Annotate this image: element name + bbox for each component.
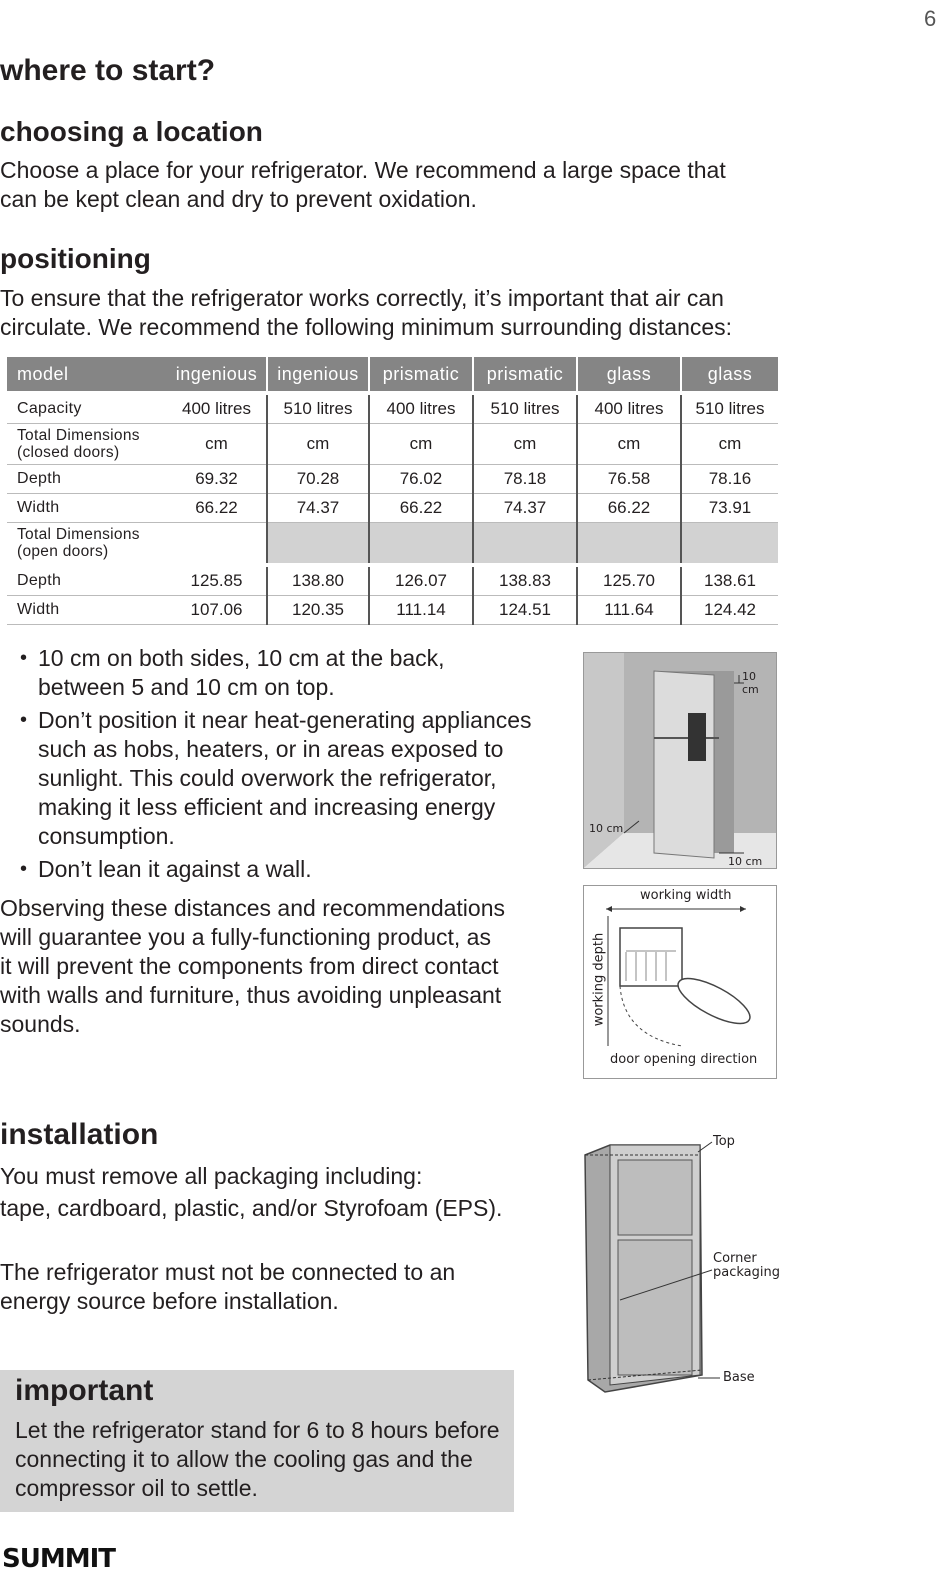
text-line: energy source before installation.: [0, 1288, 339, 1314]
table-cell: 120.35: [267, 596, 369, 625]
header-cell: model: [7, 357, 167, 393]
table-row: [7, 596, 778, 625]
table-cell: 400 litres: [167, 393, 267, 424]
back-clearance-label: 10 cm: [728, 855, 763, 868]
table-cell: [167, 523, 267, 566]
side-clearance-label: 10 cm: [589, 822, 624, 835]
table-cell: 78.18: [473, 465, 577, 494]
table-cell: [577, 523, 681, 566]
brand-logo: SUMMIT: [2, 1544, 115, 1574]
row-label: Width: [7, 494, 167, 523]
table-cell: cm: [267, 424, 369, 465]
door-opening-label: door opening direction: [610, 1052, 758, 1067]
text-line: tape, cardboard, plastic, and/or Styrofoam (EPS).: [0, 1195, 503, 1221]
table-cell: cm: [167, 424, 267, 465]
important-box: [0, 1370, 514, 1512]
bullet-line: Don’t position it near heat-generating appliances: [38, 707, 532, 733]
table-cell: 69.32: [167, 465, 267, 494]
installation-heading: installation: [0, 1118, 159, 1151]
row-label: [7, 424, 167, 465]
text-line: circulate. We recommend the following minimum surrounding distances:: [0, 314, 733, 340]
text-line: Choose a place for your refrigerator. We recommend a large space that: [0, 157, 726, 183]
important-heading: important: [15, 1374, 154, 1407]
header-cell: glass: [681, 357, 778, 393]
table-cell: 125.85: [167, 565, 267, 596]
table-cell: [681, 523, 778, 566]
corner-label-line: packaging: [713, 1265, 780, 1280]
text-line: will guarantee you a fully-functioning product, as: [0, 924, 491, 950]
row-label: Depth: [7, 465, 167, 494]
table-cell: 124.51: [473, 596, 577, 625]
bullet-line: such as hobs, heaters, or in areas exposed to: [38, 736, 504, 762]
row-label: [7, 523, 167, 566]
positioning-heading: positioning: [0, 243, 151, 274]
text-line: can be kept clean and dry to prevent oxidation.: [0, 186, 477, 212]
table-cell: 510 litres: [473, 393, 577, 424]
working-area-figure: [583, 885, 777, 1079]
table-cell: 66.22: [577, 494, 681, 523]
installation-text-2: [0, 1258, 560, 1316]
packaging-figure: [580, 1130, 790, 1400]
text-line: connecting it to allow the cooling gas and the: [15, 1446, 473, 1472]
text-line: The refrigerator must not be connected to an: [0, 1259, 456, 1285]
table-cell: 74.37: [473, 494, 577, 523]
table-cell: 111.64: [577, 596, 681, 625]
text-line: Let the refrigerator stand for 6 to 8 hours before: [15, 1417, 500, 1443]
list-item: [20, 644, 560, 702]
row-label-line: Total Dimensions: [17, 427, 140, 444]
table-cell: 78.16: [681, 465, 778, 494]
table-cell: cm: [577, 424, 681, 465]
table-cell: 66.22: [369, 494, 473, 523]
table-cell: 74.37: [267, 494, 369, 523]
table-cell: 73.91: [681, 494, 778, 523]
table-row: [7, 465, 778, 494]
choosing-location-heading: choosing a location: [0, 116, 263, 147]
table-cell: [473, 523, 577, 566]
row-label-line: (closed doors): [17, 444, 120, 461]
table-cell: 124.42: [681, 596, 778, 625]
list-item: [20, 855, 560, 884]
table-cell: cm: [473, 424, 577, 465]
row-label: Capacity: [7, 393, 167, 424]
table-header-row: [7, 357, 778, 393]
table-cell: 400 litres: [577, 393, 681, 424]
table-cell: cm: [369, 424, 473, 465]
top-label: Top: [713, 1134, 735, 1149]
base-label: Base: [723, 1370, 755, 1385]
table-cell: 70.28: [267, 465, 369, 494]
positioning-bullets: [20, 644, 560, 888]
corner-packaging-label: [713, 1252, 780, 1280]
text-line: You must remove all packaging including:: [0, 1163, 423, 1189]
header-cell: ingenious: [167, 357, 267, 393]
table-cell: 400 litres: [369, 393, 473, 424]
text-line: Observing these distances and recommendations: [0, 895, 506, 921]
table-row: [7, 424, 778, 465]
important-text: [15, 1416, 515, 1503]
row-label-line: (open doors): [17, 543, 109, 560]
page-title: where to start?: [0, 54, 216, 87]
table-cell: [267, 523, 369, 566]
observing-text: [0, 894, 560, 1039]
text-line: To ensure that the refrigerator works correctly, it’s important that air can: [0, 285, 724, 311]
bullet-line: making it less efficient and increasing energy: [38, 794, 496, 820]
row-label: Width: [7, 596, 167, 625]
list-item: [20, 706, 560, 851]
text-line: it will prevent the components from direct contact: [0, 953, 499, 979]
page-number: 6: [924, 6, 937, 31]
table-cell: 76.58: [577, 465, 681, 494]
table-cell: 125.70: [577, 565, 681, 596]
table-row: [7, 393, 778, 424]
table-cell: [369, 523, 473, 566]
header-cell: prismatic: [473, 357, 577, 393]
working-area-illustration: [584, 886, 776, 1078]
text-line: with walls and furniture, thus avoiding unpleasant: [0, 982, 502, 1008]
table-cell: 66.22: [167, 494, 267, 523]
table-cell: 76.02: [369, 465, 473, 494]
positioning-text: [0, 284, 800, 342]
text-line: compressor oil to settle.: [15, 1475, 258, 1501]
row-label: Depth: [7, 565, 167, 596]
header-cell: ingenious: [267, 357, 369, 393]
bullet-line: sunlight. This could overwork the refrigerator,: [38, 765, 497, 791]
table-cell: 138.83: [473, 565, 577, 596]
table-cell: 126.07: [369, 565, 473, 596]
installation-text: [0, 1160, 560, 1224]
table-row: [7, 523, 778, 566]
bullet-line: consumption.: [38, 823, 175, 849]
bullet-line: between 5 and 10 cm on top.: [38, 674, 335, 700]
working-width-label: working width: [640, 888, 732, 903]
table-row: [7, 494, 778, 523]
bullet-line: 10 cm on both sides, 10 cm at the back,: [38, 645, 445, 671]
clearance-figure: [583, 652, 777, 869]
choosing-location-text: [0, 156, 800, 214]
table-cell: cm: [681, 424, 778, 465]
table-cell: 111.14: [369, 596, 473, 625]
table-cell: 510 litres: [681, 393, 778, 424]
table-cell: 510 litres: [267, 393, 369, 424]
table-cell: 138.80: [267, 565, 369, 596]
header-cell: glass: [577, 357, 681, 393]
corner-label-line: Corner: [713, 1251, 757, 1266]
table-cell: 138.61: [681, 565, 778, 596]
bullet-line: Don’t lean it against a wall.: [38, 856, 312, 882]
text-line: sounds.: [0, 1011, 81, 1037]
top-clearance-label: 10 cm: [742, 670, 759, 696]
header-cell: prismatic: [369, 357, 473, 393]
row-label-line: Total Dimensions: [17, 526, 140, 543]
table-row: [7, 565, 778, 596]
working-depth-label: working depth: [591, 932, 607, 1027]
table-cell: 107.06: [167, 596, 267, 625]
dimensions-table: [7, 357, 778, 625]
